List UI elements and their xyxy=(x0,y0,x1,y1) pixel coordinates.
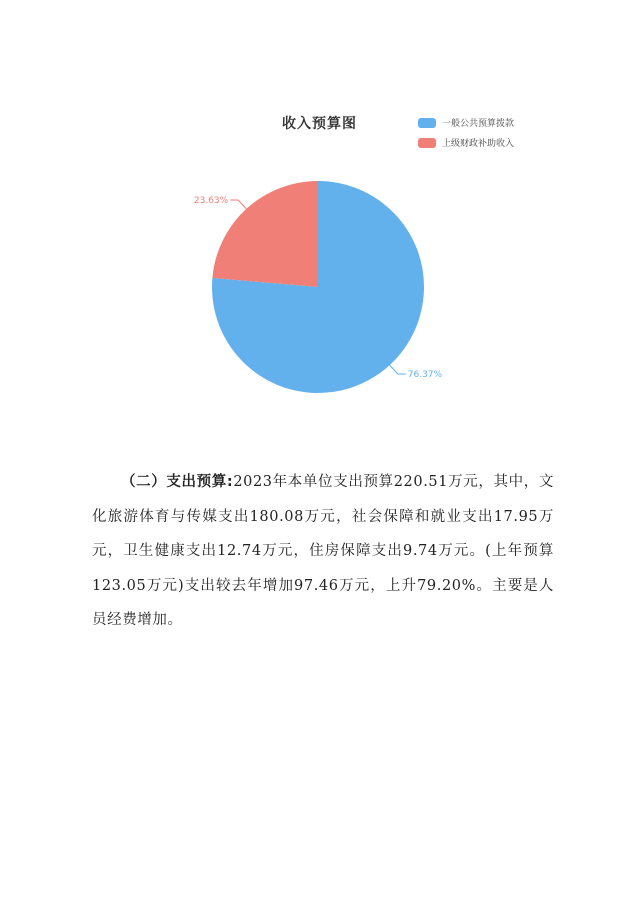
chart-title: 收入预算图 xyxy=(282,116,357,132)
legend-label: 上级财政补助收入 xyxy=(442,139,515,149)
body-paragraph xyxy=(92,465,554,638)
pie-chart xyxy=(0,0,636,440)
slice-label: 23.63% xyxy=(193,196,229,207)
slice-leader-line xyxy=(230,200,246,209)
paragraph-text: 2023年本单位支出预算220.51万元，其中，文化旅游体育与传媒支出180.08万元，社会保障和就业支出17.95万元，卫生健康支出12.74万元，住房保障支出9.74万元。(上年预算123.05万元)支出较去年增加97.46万元，上升79.20%。主要是人员经费增加。 xyxy=(92,474,554,628)
slice-leader-line xyxy=(390,365,406,374)
legend-label: 一般公共预算拨款 xyxy=(442,119,515,129)
section-heading: （二）支出预算: xyxy=(121,474,234,490)
slice-label: 76.37% xyxy=(407,369,443,380)
